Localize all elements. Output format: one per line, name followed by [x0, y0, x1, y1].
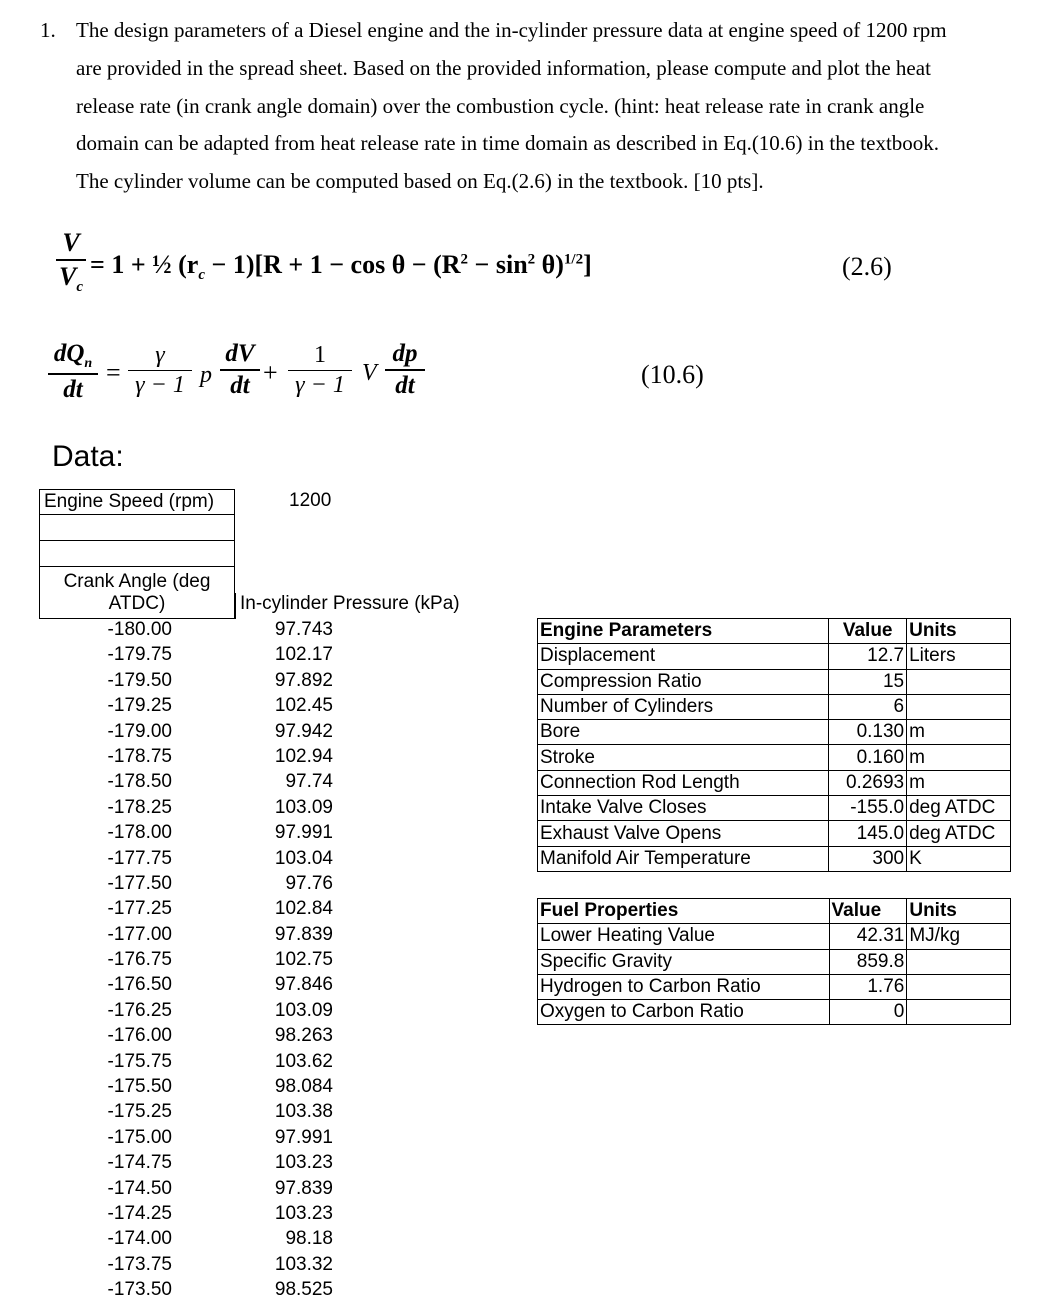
eq2-f2-den: dt: [230, 372, 250, 399]
crank-angle-cell: -179.25: [107, 695, 172, 717]
fuel-properties-table: [537, 898, 1011, 1025]
eq1-rhs-part4: θ): [535, 250, 564, 279]
eq2-f1-den: γ − 1: [135, 372, 185, 398]
eq1-sup2: 2: [527, 251, 536, 268]
crank-angle-cell: -176.75: [107, 949, 172, 971]
param-value: 300: [829, 846, 907, 871]
table-row: [538, 899, 1011, 924]
engine-value-header: Value: [829, 619, 907, 644]
fuel-prop-unit: [907, 1000, 1011, 1025]
param-unit: K: [907, 846, 1011, 871]
pressure-cell: 97.839: [274, 1177, 333, 1199]
pressure-cell: 102.17: [274, 644, 333, 666]
eq2-p: p: [200, 362, 212, 388]
pressure-cell: 98.084: [274, 1076, 333, 1098]
problem-line-1: The design parameters of a Diesel engine and the in-cylinder pressure data at engine speed of 1200 rpm: [76, 18, 947, 42]
pressure-cell: 97.942: [274, 720, 333, 742]
pressure-cell: 103.23: [274, 1202, 333, 1224]
crank-angle-cell: -176.25: [107, 999, 172, 1021]
pressure-cell: 97.991: [274, 822, 333, 844]
pressure-cell: 97.743: [274, 619, 333, 640]
param-value: 0.2693: [829, 770, 907, 795]
crank-angle-cell: -176.00: [107, 1025, 172, 1047]
eq2-f3-den: γ − 1: [295, 372, 345, 398]
param-unit: [907, 694, 1011, 719]
crank-angle-cell: -173.75: [107, 1253, 172, 1275]
crank-angle-header-line2: ATDC): [108, 593, 166, 614]
param-name: Intake Valve Closes: [538, 796, 829, 821]
empty-cell-1: [39, 514, 235, 541]
pressure-cell: 97.991: [274, 1126, 333, 1148]
pressure-cell: 102.84: [274, 898, 333, 920]
table-row: [538, 745, 1011, 770]
pressure-cell: 103.32: [274, 1253, 333, 1275]
empty-cell-2: [39, 540, 235, 567]
fuel-prop-value: 0: [829, 1000, 907, 1025]
crank-angle-cell: -174.75: [107, 1152, 172, 1174]
fuel-prop-unit: [907, 949, 1011, 974]
crank-angle-header: [39, 566, 235, 619]
pressure-cell: 102.45: [274, 695, 333, 717]
table-row: [538, 924, 1011, 949]
pressure-cell: 98.263: [274, 1025, 333, 1047]
table-row: [538, 974, 1011, 999]
crank-angle-cell: -178.25: [107, 796, 172, 818]
problem-line-4: domain can be adapted from heat release rate in time domain as described in Eq.(10.6) in the textbook.: [76, 131, 940, 155]
eq1-lhs-fraction: [56, 228, 86, 296]
param-name: Bore: [538, 720, 829, 745]
eq1-lhs-denominator: [56, 262, 86, 296]
param-unit: [907, 669, 1011, 694]
pressure-cell: 103.04: [274, 847, 333, 869]
eq2-lhs-numerator: [48, 340, 98, 372]
engine-speed-value: 1200: [289, 490, 332, 511]
crank-angle-cell: -178.75: [107, 745, 172, 767]
eq2-fraction-4: [385, 340, 425, 400]
param-value: 12.7: [829, 644, 907, 669]
param-value: 0.130: [829, 720, 907, 745]
table-row: [538, 949, 1011, 974]
fuel-prop-value: 859.8: [829, 949, 907, 974]
table-row: [538, 619, 1011, 644]
crank-angle-cell: -177.75: [107, 847, 172, 869]
problem-line-2: are provided in the spread sheet. Based on the provided information, please compute and plot the heat: [76, 56, 931, 80]
crank-angle-cell: -177.50: [107, 872, 172, 894]
table-row: [538, 1000, 1011, 1025]
crank-angle-cell: -178.00: [107, 822, 172, 844]
param-name: Displacement: [538, 644, 829, 669]
pressure-cell: 97.892: [274, 669, 333, 691]
pressure-cell: 102.75: [274, 949, 333, 971]
eq2-lhs-num-text: dQ: [53, 340, 85, 367]
eq1-rhs-part3: − sin: [468, 250, 528, 279]
table-row: [538, 796, 1011, 821]
param-unit: m: [907, 745, 1011, 770]
param-name: Manifold Air Temperature: [538, 846, 829, 871]
crank-angle-cell: -179.50: [107, 669, 172, 691]
pressure-cell: 102.94: [274, 745, 333, 767]
fuel-prop-unit: MJ/kg: [907, 924, 1011, 949]
eq2-fraction-2: [220, 340, 260, 400]
param-value: 0.160: [829, 745, 907, 770]
pressure-cell: 103.09: [274, 796, 333, 818]
crank-angle-cell: -179.00: [107, 720, 172, 742]
eq1-rhs-sub: c: [198, 267, 206, 284]
crank-angle-cell: -174.25: [107, 1202, 172, 1224]
eq2-lhs-num-sub: n: [84, 356, 93, 371]
fuel-prop-unit: [907, 974, 1011, 999]
eq1-sup3: 1/2: [563, 251, 584, 268]
fuel-value-header: Value: [829, 899, 907, 924]
pressure-cell: 97.74: [285, 771, 333, 793]
param-unit: deg ATDC: [907, 821, 1011, 846]
pressure-header: In-cylinder Pressure (kPa): [240, 593, 460, 614]
engine-params-header: Engine Parameters: [538, 619, 829, 644]
eq1-rhs: [90, 250, 592, 284]
fuel-prop-name: Oxygen to Carbon Ratio: [538, 1000, 830, 1025]
table-row: [538, 720, 1011, 745]
eq1-rhs-part5: ]: [583, 250, 592, 279]
fuel-prop-value: 1.76: [829, 974, 907, 999]
eq2-f1-num: γ: [155, 342, 165, 368]
data-heading: Data:: [52, 440, 124, 473]
param-name: Compression Ratio: [538, 669, 829, 694]
eq2-plus: +: [263, 358, 278, 387]
fuel-props-header: Fuel Properties: [538, 899, 830, 924]
eq2-lhs-fraction: [48, 340, 98, 404]
crank-angle-cell: -173.50: [107, 1279, 172, 1301]
table-row: [538, 846, 1011, 871]
param-name: Connection Rod Length: [538, 770, 829, 795]
pressure-cell: 97.76: [285, 872, 333, 894]
crank-angle-cell: -176.50: [107, 974, 172, 996]
eq2-f4-num: dp: [392, 340, 418, 367]
table-row: [538, 821, 1011, 846]
pressure-header-divider: [235, 593, 236, 619]
crank-angle-cell: -175.25: [107, 1101, 172, 1123]
table-row: [538, 669, 1011, 694]
eq2-fraction-1: [128, 342, 192, 399]
pressure-column: [0, 617, 333, 1303]
pressure-cell: 97.846: [274, 974, 333, 996]
pressure-cell: 103.38: [274, 1101, 333, 1123]
param-value: 15: [829, 669, 907, 694]
eq2-fraction-3: [288, 342, 352, 399]
table-row: [538, 644, 1011, 669]
eq2-v: V: [362, 360, 377, 386]
fuel-prop-name: Lower Heating Value: [538, 924, 830, 949]
param-name: Stroke: [538, 745, 829, 770]
param-value: -155.0: [829, 796, 907, 821]
crank-angle-cell: -177.25: [107, 898, 172, 920]
pressure-cell: 97.839: [274, 923, 333, 945]
problem-line-5: The cylinder volume can be computed based on Eq.(2.6) in the textbook. [10 pts].: [76, 169, 764, 193]
fuel-prop-name: Specific Gravity: [538, 949, 830, 974]
eq1-lhs-den-sub: c: [76, 279, 83, 296]
crank-angle-cell: -178.50: [107, 771, 172, 793]
eq2-f2-num: dV: [225, 340, 255, 367]
crank-angle-cell: -175.50: [107, 1076, 172, 1098]
problem-number: 1.: [40, 18, 56, 42]
param-name: Number of Cylinders: [538, 694, 829, 719]
param-name: Exhaust Valve Opens: [538, 821, 829, 846]
param-unit: m: [907, 770, 1011, 795]
eq1-sup1: 2: [460, 251, 469, 268]
engine-parameters-table: [537, 618, 1011, 872]
table-row: [538, 770, 1011, 795]
fuel-units-header: Units: [907, 899, 1011, 924]
crank-angle-cell: -174.00: [107, 1228, 172, 1250]
engine-speed-label: Engine Speed (rpm): [39, 489, 235, 515]
crank-angle-cell: -174.50: [107, 1177, 172, 1199]
crank-angle-cell: -175.75: [107, 1050, 172, 1072]
crank-angle-cell: -177.00: [107, 923, 172, 945]
crank-angle-cell: -175.00: [107, 1126, 172, 1148]
crank-angle-cell: -179.75: [107, 644, 172, 666]
pressure-cell: 98.525: [274, 1279, 333, 1301]
fuel-prop-name: Hydrogen to Carbon Ratio: [538, 974, 830, 999]
problem-line-3: release rate (in crank angle domain) over the combustion cycle. (hint: heat release rate in crank angle: [76, 94, 925, 118]
pressure-cell: 103.62: [274, 1050, 333, 1072]
eq2-number: (10.6): [641, 360, 704, 389]
eq1-lhs-den-text: V: [58, 262, 77, 291]
fuel-prop-value: 42.31: [829, 924, 907, 949]
crank-angle-header-line1: Crank Angle (deg: [63, 571, 211, 592]
param-unit: Liters: [907, 644, 1011, 669]
pressure-cell: 103.23: [274, 1152, 333, 1174]
eq1-lhs-numerator: V: [62, 228, 80, 257]
pressure-cell: 98.18: [285, 1228, 333, 1250]
eq1-rhs-part1: = 1 + ½ (r: [90, 250, 199, 279]
eq1-rhs-part2: − 1)[R + 1 − cos θ − (R: [205, 250, 461, 279]
param-unit: deg ATDC: [907, 796, 1011, 821]
table-row: [538, 694, 1011, 719]
eq2-equals: =: [106, 358, 121, 387]
param-value: 145.0: [829, 821, 907, 846]
crank-angle-cell: -180.00: [107, 619, 172, 640]
eq2-f4-den: dt: [395, 372, 415, 399]
engine-units-header: Units: [907, 619, 1011, 644]
param-value: 6: [829, 694, 907, 719]
eq1-number: (2.6): [842, 252, 892, 281]
eq2-lhs-denominator: dt: [63, 376, 83, 403]
eq2-f3-num: 1: [314, 342, 326, 368]
param-unit: m: [907, 720, 1011, 745]
pressure-cell: 103.09: [274, 999, 333, 1021]
